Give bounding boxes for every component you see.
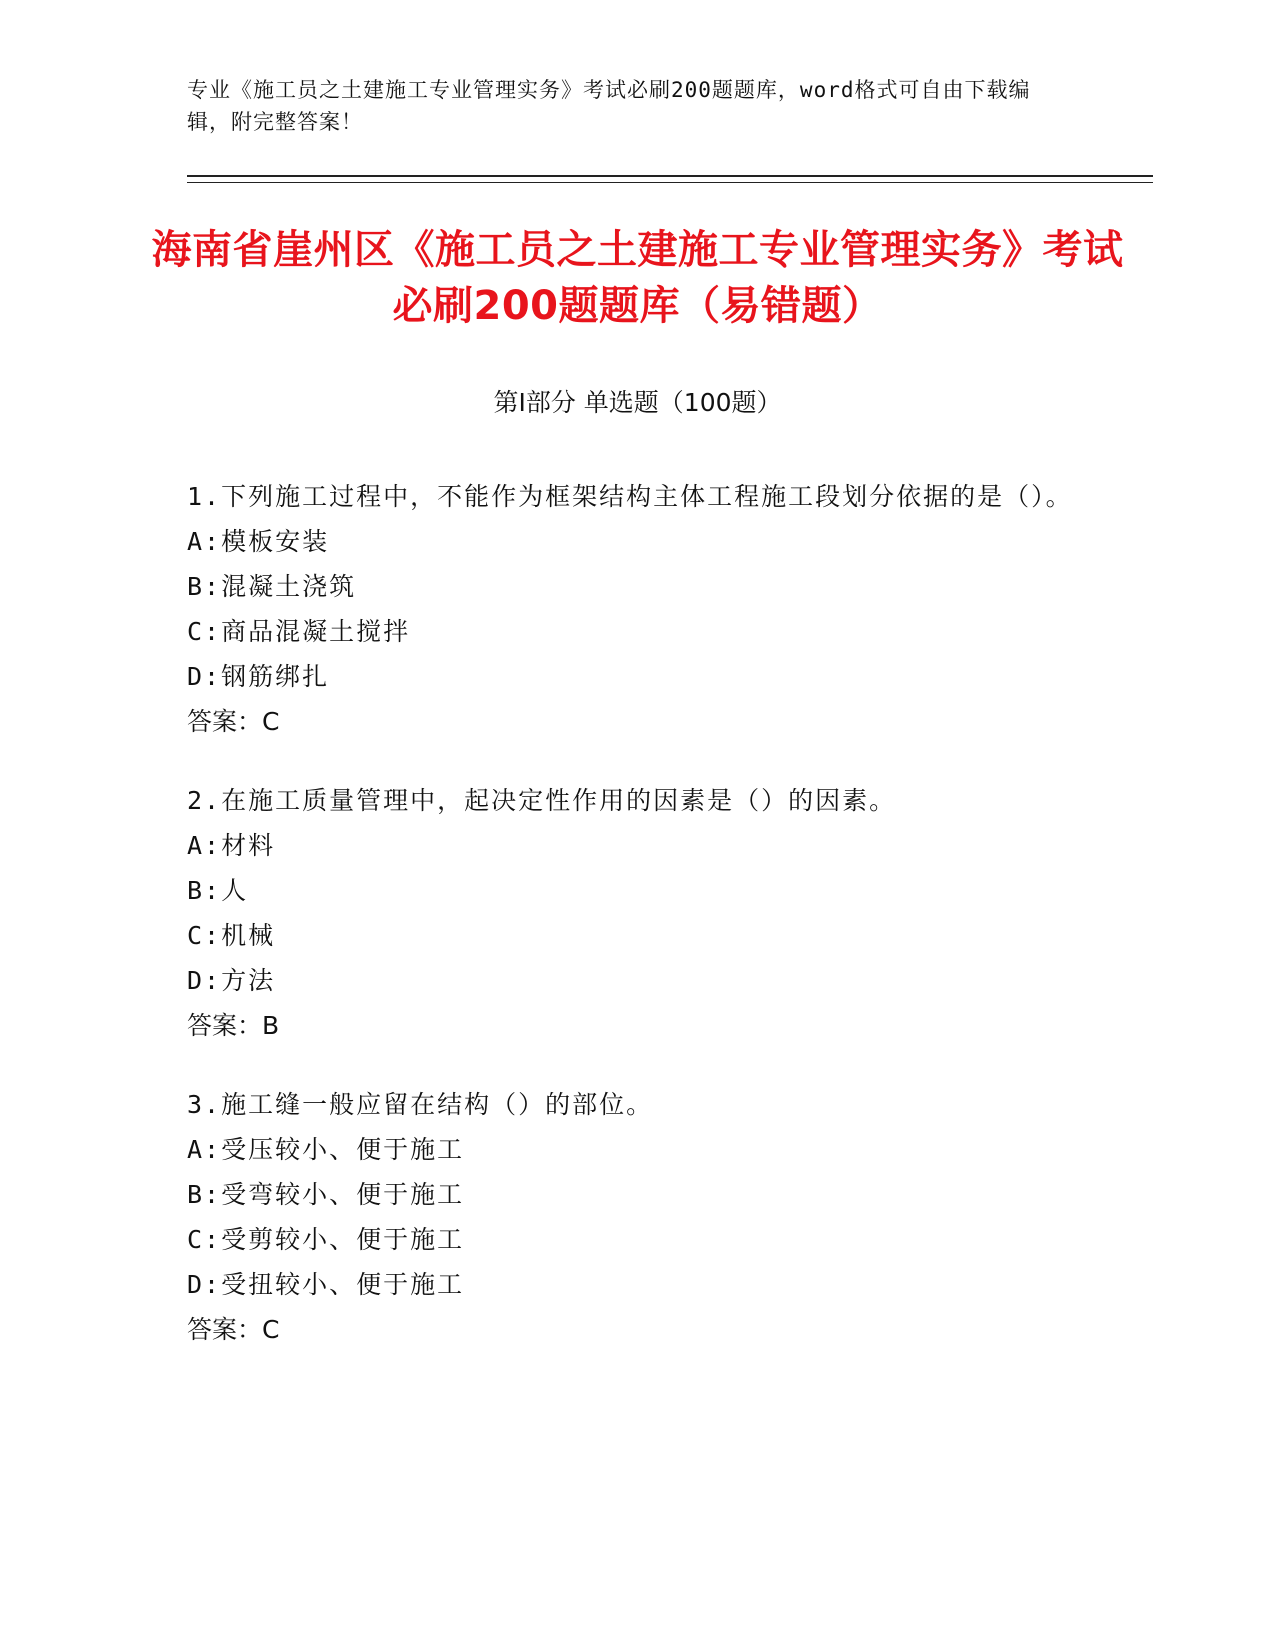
option-c: C:商品混凝土搅拌: [187, 617, 411, 646]
answer: 答案：C: [187, 707, 280, 736]
question-3: [187, 1082, 1087, 1352]
option-d: D:方法: [187, 966, 276, 995]
option-a: A:材料: [187, 831, 276, 860]
option-b: B:混凝土浇筑: [187, 572, 357, 601]
answer: 答案：C: [187, 1315, 280, 1344]
header-note: 专业《施工员之土建施工专业管理实务》考试必刷200题题库，word格式可自由下载编辑，附完整答案！: [187, 78, 1031, 134]
header-rule-thick: [187, 175, 1153, 177]
option-d: D:钢筋绑扎: [187, 662, 330, 691]
option-b: B:人: [187, 876, 249, 905]
question-1: [187, 474, 1087, 744]
option-a: A:受压较小、便于施工: [187, 1135, 465, 1164]
header-rule-thin: [187, 182, 1153, 183]
option-c: C:机械: [187, 921, 276, 950]
question-list: [187, 474, 1087, 1386]
option-d: D:受扭较小、便于施工: [187, 1270, 465, 1299]
answer: 答案：B: [187, 1011, 280, 1040]
question-stem: 2.在施工质量管理中，起决定性作用的因素是（）的因素。: [187, 786, 897, 815]
section-heading: 第I部分 单选题（100题）: [493, 388, 782, 417]
question-stem: 3.施工缝一般应留在结构（）的部位。: [187, 1090, 654, 1119]
option-a: A:模板安装: [187, 527, 330, 556]
document-title: 海南省崖州区《施工员之土建施工专业管理实务》考试必刷200题题库（易错题）: [151, 227, 1124, 329]
question-2: [187, 778, 1087, 1048]
option-b: B:受弯较小、便于施工: [187, 1180, 465, 1209]
question-stem: 1.下列施工过程中，不能作为框架结构主体工程施工段划分依据的是（）。: [187, 482, 1073, 511]
option-c: C:受剪较小、便于施工: [187, 1225, 465, 1254]
